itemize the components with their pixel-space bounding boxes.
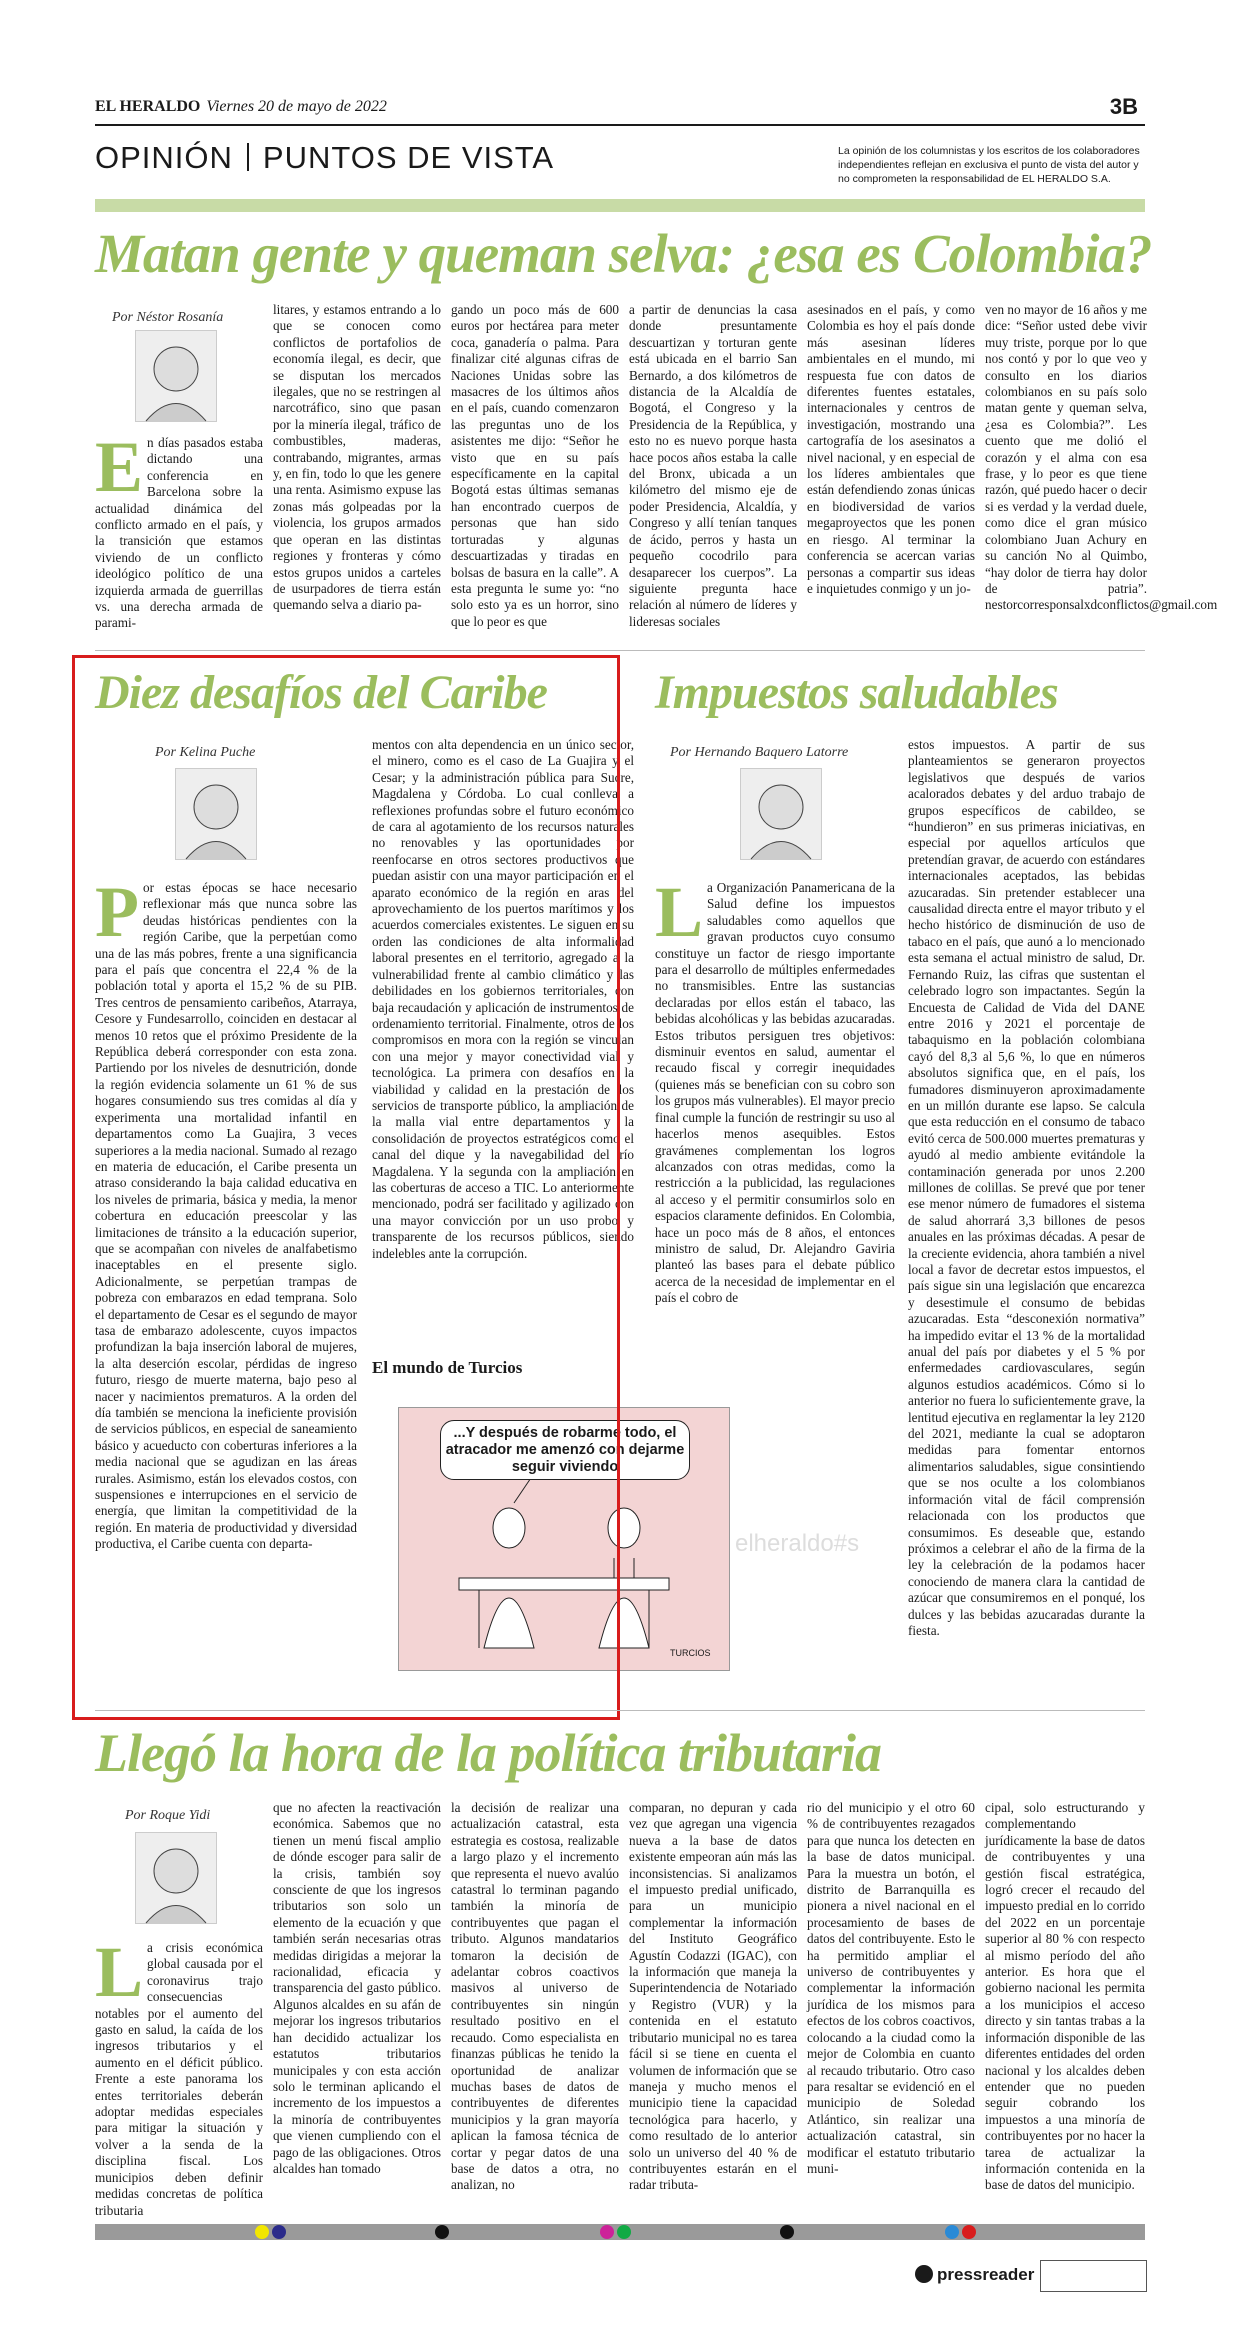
dropcap: E xyxy=(95,427,144,507)
article-2-byline: Por Kelina Puche xyxy=(155,745,256,760)
article-2-title: Diez desafíos del Caribe xyxy=(95,666,547,719)
article-2-text: or estas épocas se hace necesario reflexionar más que nunca sobre las deudas históricas pendientes con la región Caribe, que la perpetúan como una de las más pobres, frente a una significancia para el país que concentra el 22,4 % de la población total y aporta el 15,2 % de su PIB. Tres centros de pensamiento caribeños, Atarraya, Cesore y Fundesarrollo, coinciden en destacar al menos 10 retos que el próximo Presidente de la República deberá corresponder con esta zona. Partiendo por los niveles de desnutrición, donde la región evidencia solamente un 61 % de sus hogares consumiendo sus tres comidas al día y experimenta una mortalidad infantil en departamentos como La Guajira, 3 veces superiores a la media nacional. Sumado al rezago en materia de educación, el Caribe presenta un atraso considerando la baja calidad educativa en los niveles de primaria, básica y media, la menor cobertura en educación preescolar y las limitaciones de tránsito a la educación superior, que se acompañan con niveles de analfabetismo inaceptables en el presente siglo. Adicionalmente, se perpetúan trampas de pobreza con embarazos en edad temprana. Solo el departamento de Cesar es el segundo de mayor tasa de embarazo adolescente, cuyos impactos profundizan la baja inserción laboral de mujeres, la alta deserción escolar, pérdidas de ingreso futuro, riesgo de muerte materna, bajo peso al nacer y nacimientos prematuros. A la orden del día también se menciona la ineficiente provisión de servicios públicos, en especial de saneamiento básico y acueducto con coberturas inferiores a la media nacional que se agudizan en las áreas rurales. Asimismo, están los elevados costos, con suspensiones e interrupciones en el servicio de energía, que limitan la competitividad de la región. En materia de productividad y diversidad productiva, el Caribe cuenta con departa- xyxy=(95,880,357,1552)
registration-dot xyxy=(617,2225,631,2239)
paper-name: EL HERALDO xyxy=(95,98,201,115)
article-4-title: Llegó la hora de la política tributaria xyxy=(95,1723,882,1783)
article-1-col-5: asesinados en el país, y como Colombia es hoy el país donde más asesinan líderes ambientales en el mundo, mi respuesta fue con datos de diferentes fuentes estatales, internacionales y centros de investigación, mostrando una cartografía de los asesinatos a nivel nacional, y en especial de los líderes ambientales que están defendiendo zonas únicas en biodiversidad de varios megaproyectos que les ponen en riesgo. Al terminar la conferencia se acercan varias personas a compartir sus ideas e inquietudes conmigo y un jo- xyxy=(807,302,975,596)
article-1-col-2: litares, y estamos entrando a lo que se conocen como conflictos de portafolios de economía ilegal, es decir, que se disputan los mercados ilegales, que no se restringen al narcotráfico, sino que pasan por la minería ilegal, tráfico de combustibles, maderas, contrabando, migrantes, armas y, en fin, todo lo que les genere una renta. Asimismo expuse las zonas más golpeadas por la violencia, los grupos armados que operan en las distintas regiones y fronteras y cómo estos grupos unidos a carteles de usurpadores de tierra están quemando selva a diario pa- xyxy=(273,302,441,613)
registration-dot xyxy=(255,2225,269,2239)
page-number: 3B xyxy=(1109,94,1138,119)
article-4-col-6: cipal, solo estructurando y complementando jurídicamente la base de datos de contribuyentes y una gestión fiscal estratégica, logró crecer el recaudo del impuesto predial en lo corrido del 2022 en un porcentaje superior al 80 % con respecto al mismo período del año anterior. Es hora que el gobierno nacional les permita a los municipios el acceso directo y sin tantas trabas a la información disponible de las diferentes entidades del orden nacional y los alcaldes deben entender que no pueden seguir cobrando los impuestos a una minoría de contribuyentes por no hacer la tarea de actualizar la información contenida en la base de datos del municipio. xyxy=(985,1800,1145,2193)
article-3-title: Impuestos saludables xyxy=(655,666,1058,719)
article-1-text: n días pasados estaba dictando una conferencia en Barcelona sobre la actualidad dinámica del conflicto armado en el país, y la transición que estamos viviendo de un conflicto ideológico político de una izquierda armada de guerrillas vs. una derecha armada de parami- xyxy=(95,435,263,631)
pressreader-icon xyxy=(915,2265,933,2283)
editorial-disclaimer: La opinión de los columnistas y los escritos de los colaboradores independientes reflejan en exclusiva el punto de vista del autor y no comprometen la responsabilidad de EL HERALDO S.A. xyxy=(838,145,1140,185)
dropcap: P xyxy=(95,872,139,952)
article-3-byline: Por Hernando Baquero Latorre xyxy=(670,745,849,760)
section-header xyxy=(95,140,554,176)
dropcap: L xyxy=(655,872,704,952)
author-photo xyxy=(135,1832,217,1924)
registration-dot xyxy=(600,2225,614,2239)
registration-dot xyxy=(945,2225,959,2239)
registration-dot xyxy=(962,2225,976,2239)
dropcap: L xyxy=(95,1932,144,2012)
article-1-col-3: gando un poco más de 600 euros por hectárea para meter coca, ganadería o palma. Para finalizar cité algunas cifras de Naciones Unidas sobre las masacres de los últimos años en el país, cuando comenzaron las preguntas uno de los asistentes me dijo: “Señor he visto que en su país específicamente en la capital Bogotá estas últimas semanas han encontrado cuerpos de personas que han sido torturadas y algunas descuartizadas y tiradas en bolsas de basura en la calle”. A esta pregunta le sume yo: “no solo esto ya es un horror, sino que lo peor es que xyxy=(451,302,619,629)
article-4-col-1 xyxy=(95,1932,263,2218)
speech-bubble: ...Y después de robarme todo, el atracador me amenzó con dejarme seguir viviendo xyxy=(440,1420,690,1480)
article-3-col-2: estos impuestos. A partir de sus planteamientos se generaron proyectos legislativos que después de varios acalorados debates y del arduo trabajo de grupos específicos de cabildeo, se “hundieron” en sus primeras iniciativas, en especial por aquellos artículos que pretendían gravar, de acuerdo con estándares internacionales aceptados, las bebidas azucaradas. Sin pretender establecer una causalidad directa entre el mayor tributo y el hecho histórico de disminución de uso de tabaco en el país, que aunó a lo mencionado esta semana el actual ministro de salud, Dr. Fernando Ruiz, las cifras que sustentan el celebrado logro son impactantes. Según la Encuesta de Calidad de Vida del DANE entre 2016 y 2021 el porcentaje de tabaquismo en la población colombiana cayó del 8,3 al 5,6 %, lo que en números absolutos significa que, en el país, los fumadores disminuyeron aproximadamente en un millón durante ese lapso. Se calcula que esta reducción en el consumo de tabaco evitó cerca de 500.000 muertes prematuras y ayudó al medio ambiente evitándole la contaminación generada por unos 2.200 millones de colillas. Se prevé que por tener ese menor número de fumadores el sistema de salud ahorrará 3,3 billones de pesos anuales en las próximas décadas. A pesar de la creciente evidencia, ahora también a nivel local a favor de decretar estos impuestos, el país sigue sin una legislación que encarezca y desestimule el consumo de bebidas azucaradas. Esta “desconexión normativa” ha impedido evitar el 13 % de la mortalidad anual del país por diabetes y el 5 % por enfermedades cardiovasculares, según algunos estudios académicos. Cómo si lo anterior no fuera lo suficientemente grave, la lentitud ejecutiva en reglamentar la ley 2120 del 2021, mediante la cual se adoptaron medidas para fomentar entornos alimentarios saludables, sigue consintiendo que se nos oculte a los colombianos información vital de fácil comprensión relacionada con los productos que consumimos. Es deseable que, estando próximos a celebrar el año de la firma de la ley la celebración de la podamos hacer conociendo de manera clara la cantidad de azúcar que consumiremos en el ponqué, los dulces y las bebidas azucaradas durante la fiesta. xyxy=(908,737,1145,1638)
author-photo xyxy=(135,330,217,422)
author-sketch-icon xyxy=(136,331,216,421)
cartoon-signature: TURCIOS xyxy=(670,1648,711,1658)
cartoon-title: El mundo de Turcios xyxy=(372,1358,523,1377)
article-3-col-1 xyxy=(655,872,895,1500)
footer-brand xyxy=(915,2265,1034,2285)
article-4-col-3: la decisión de realizar una actualización catastral, esta estrategia es costosa, realizable a largo plazo y el incremento que representa el nuevo avalúo catastral lo terminan pagando también la minoría de contribuyentes que pagan el tributo. Algunos mandatarios tomaron la decisión de adelantar cobros coactivos masivos al universo de contribuyentes sin ningún resultado positivo en el recaudo. Como especialista en finanzas públicas he tenido la oportunidad de analizar muchas bases de datos de contribuyentes de diferentes municipios y la gran mayoría aplican la famosa técnica de cortar y pegar datos de una base de datos a otra, no analizan, no xyxy=(451,1800,619,2193)
author-sketch-icon xyxy=(741,769,821,859)
pressreader-label: pressreader xyxy=(937,2265,1035,2284)
article-1-title: Matan gente y queman selva: ¿esa es Colombia? xyxy=(95,223,1152,284)
footer-distribution-box xyxy=(1040,2260,1147,2292)
registration-dot xyxy=(272,2225,286,2239)
article-4-byline: Por Roque Yidi xyxy=(125,1808,211,1823)
article-1-col-1 xyxy=(95,427,263,635)
section-subname: PUNTOS DE VISTA xyxy=(262,140,555,175)
masthead xyxy=(95,98,387,116)
article-2-col-2: mentos con alta dependencia en un único sector, el minero, como es el caso de La Guajira y el Cesar; y la administración pública para Sucre, Magdalena y Córdoba. Lo cual conlleva a reflexiones profundas sobre el futuro económico de cara al agotamiento de los recursos naturales no renovables y las oportunidades por reenfocarse en otros sectores productivos que puedan asistir con una mayor participación en el aparato económico de la región en aras del aprovechamiento de los puertos marítimos y los acuerdos comerciales existentes. Le siguen en su orden las condiciones de alta informalidad laboral presentes en el territorio, agregado a la vulnerabilidad frente al cambio climático y las debilidades en los gobiernos territoriales, con baja recaudación y aplicación de instrumentos de ordenamiento territorial. Finalmente, otros de los compromisos en mora con la región se vinculan con una mejor y mayor conectividad vial y tecnológica. La primera con desafíos en la viabilidad y calidad en la prestación de los servicios de transporte público, la ampliación de la malla vial entre departamentos y la consolidación de proyectos estratégicos como el canal del dique y la navegabilidad del río Magdalena. Y la segunda con la ampliación en las coberturas de acceso a TIC. Lo anteriormente mencionado, podrá ser facilitado y agilizado con una mayor convicción por un uso probo y transparente de los recursos públicos, siendo indelebles ante la corrupción. xyxy=(372,737,634,1261)
top-rule xyxy=(95,124,1145,126)
section-name: OPINIÓN xyxy=(95,140,233,175)
article-1-col-6: ven no mayor de 16 años y me dice: “Señor usted debe vivir muy triste, porque por lo que nos contó y por lo que veo y consulto en los diarios colombianos en su país solo matan gente y queman selva, ¿esa es Colombia?”. Les cuento que me dolió el corazón y el alma con esa frase, y lo peor es que tiene razón, qué puedo hacer o decir si es verdad y la verdad duele, como dice el gran músico colombiano Juan Achury en su canción No al Quimbo, “hay dolor de tierra hay dolor de patria”. nestorcorresponsalxdconflictos@gmail.com xyxy=(985,302,1218,613)
author-sketch-icon xyxy=(136,1833,216,1923)
article-1-col-4: a partir de denuncias la casa donde presuntamente descuartizan y torturan gente está ubicada en el barrio San Bernardo, a dos kilómetros de distancia de la Alcaldía de Bogotá, el Congreso y la Presidencia de la República, y esto no es nuevo porque hasta hace pocos años estaba la calle del Bronx, ubicada a un kilómetro del mismo eje de poder Presidencia, Alcaldía, y Congreso y allí tenían tanques de ácido, perros y hasta un pequeño cocodrilo para desaparecer los cuerpos”. La siguiente pregunta hace relación al número de líderes y lideresas sociales xyxy=(629,302,797,629)
article-4-col-5: rio del municipio y el otro 60 % de contribuyentes rezagados para que nunca los detecten en la base de datos municipal. Para la muestra un botón, el distrito de Barranquilla es pionera a nivel nacional en el procesamiento de bases de datos del contribuyente. Esto le ha permitido ampliar el universo de contribuyentes y complementar la información jurídica de los mismos para efectos de los cobros coactivos, colocando a la ciudad como la mejor de Colombia en cuanto al recaudo tributario. Otro caso para resaltar se evidenció en el municipio de Soledad Atlántico, sin realizar una actualización catastral, sin modificar el estatuto tributario muni- xyxy=(807,1800,975,2176)
watermark: elheraldo#s xyxy=(735,1530,860,1557)
separator xyxy=(95,650,1145,651)
highlight-box xyxy=(72,655,620,1720)
article-4-col-4: comparan, no depuran y cada vez que agregan una vigencia nueva a la base de datos existente empeoran aún más las inconsistencias. Si analizamos el impuesto predial unificado, para un municipio complementar la información del Instituto Geográfico Agustín Codazzi (IGAC), con la información que maneja la Superintendencia de Notariado y Registro (VUR) y la contenida en el estatuto tributario municipal no es tarea fácil si se tiene en cuenta el volumen de información que se maneja y mucho menos el municipio tiene la capacidad tecnológica para hacerlo, y como resultado de lo anterior solo un universo del 40 % de contribuyentes estarán en el radar tributa- xyxy=(629,1800,797,2193)
article-3-text: a Organización Panamericana de la Salud define los impuestos saludables como aquellos que gravan productos cuyo consumo constituye un factor de riesgo importante para el desarrollo de múltiples enfermedades no transmisibles. Entre las sustancias declaradas por ellos están el tabaco, las bebidas alcohólicas y las bebidas azucaradas. Estos tributos persiguen tres objetivos: disminuir eventos en salud, aumentar el recaudo fiscal y corregir inequidades (quienes más se benefician con su cobro son los grupos más vulnerables). El mayor precio final cumple la función de restringir su uso al hacerlos menos asequibles. Estos gravámenes complementan los logros alcanzados con otras medidas, como la restricción a la publicidad, las regulaciones al acceso y el permitir consumirlos solo en espacios claramente definidos. En Colombia, hace un poco más de 8 años, el entonces ministro de salud, Dr. Alejandro Gaviria planteó las bases para el debate público acerca de la necesidad de implementar en el país el cobro de xyxy=(655,880,895,1306)
article-4-col-2: que no afecten la reactivación económica. Sabemos que no tienen un menú fiscal amplio de dónde escoger para salir de la crisis, también soy consciente de que los ingresos tributarios son solo un elemento de la ecuación y que también serán necesarias otras medidas dirigidas a mejorar la racionalidad, eficacia y transparencia del gasto público. Algunos alcaldes en su afán de mejorar los ingresos tributarios han decidido actualizar los estatutos tributarios municipales y con esta acción solo le terminan aplicando el incremento de los impuestos a la minoría de contribuyentes que vienen cumpliendo con el pago de las obligaciones. Otros alcaldes han tomado xyxy=(273,1800,441,2176)
separator xyxy=(95,1710,1145,1711)
registration-dot xyxy=(435,2225,449,2239)
article-4-text: a crisis económica global causada por el coronavirus trajo consecuencias notables por el aumento del gasto en salud, la caída de los ingresos tributarios y el aumento en el déficit público. Frente a este panorama los entes territoriales deberán adoptar medidas especiales para mitigar la situación y volver a la senda de la disciplina fiscal. Los municipios deben definir medidas concretas de política tributaria xyxy=(95,1940,263,2218)
section-divider xyxy=(247,143,249,171)
article-1-byline: Por Néstor Rosanía xyxy=(112,310,224,325)
edition-date: Viernes 20 de mayo de 2022 xyxy=(206,98,387,115)
section-green-bar xyxy=(95,199,1145,212)
registration-dot xyxy=(780,2225,794,2239)
author-photo xyxy=(740,768,822,860)
